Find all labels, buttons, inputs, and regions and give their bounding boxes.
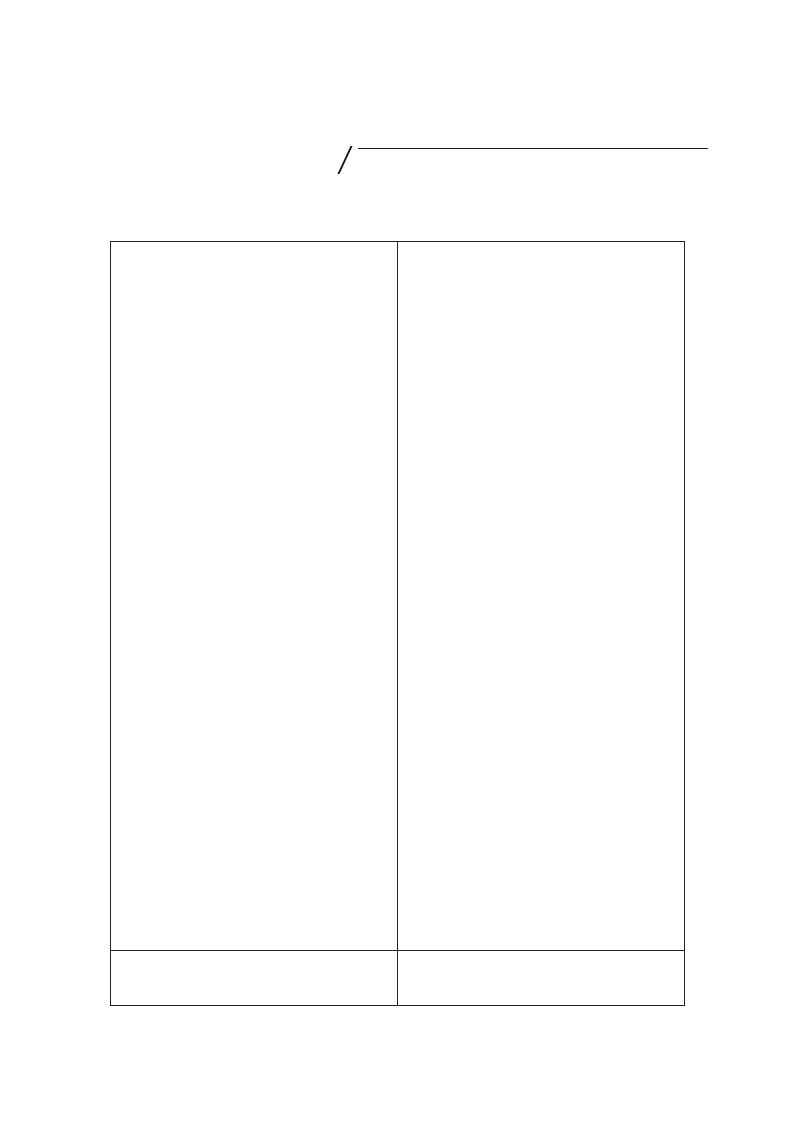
vocab-table xyxy=(110,241,685,1006)
reading-words-column xyxy=(117,242,391,460)
banner-rule xyxy=(358,148,708,149)
list-item xyxy=(117,324,391,351)
list-item xyxy=(117,296,391,323)
column-divider xyxy=(397,242,398,1005)
list-item xyxy=(117,269,391,296)
list-item xyxy=(117,432,391,459)
list-item xyxy=(117,351,391,378)
section-banner xyxy=(148,142,708,178)
banner-slash-divider xyxy=(337,146,352,174)
list-item xyxy=(117,405,391,432)
list-item xyxy=(117,378,391,405)
row-divider xyxy=(111,950,684,951)
list-item xyxy=(117,242,391,269)
